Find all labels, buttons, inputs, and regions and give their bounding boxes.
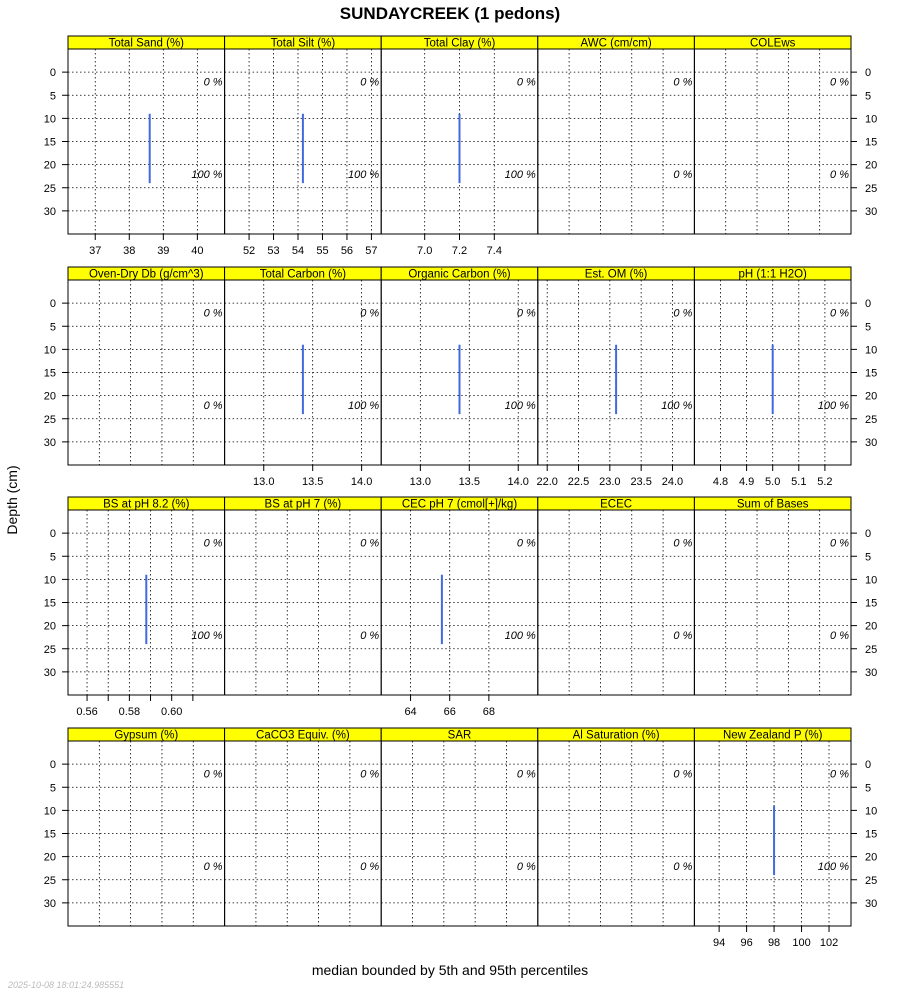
x-tick-label: 13.5 <box>301 476 324 488</box>
x-tick-label: 54 <box>291 245 305 257</box>
y-tick-label: 10 <box>865 805 878 818</box>
y-tick-label: 0 <box>49 759 56 772</box>
x-tick-label: 7.4 <box>486 245 502 257</box>
strip-label-bs-at-ph-7: BS at pH 7 (%) <box>264 498 342 511</box>
y-tick-label: 25 <box>865 182 878 195</box>
y-tick-label: 0 <box>49 67 56 80</box>
y-tick-label: 20 <box>43 159 56 172</box>
panel-bs-at-ph-7 <box>225 497 382 695</box>
pct-bottom-label: 100 % <box>661 399 693 412</box>
y-axis-label: Depth (cm) <box>4 465 20 535</box>
panel-sum-of-bases <box>694 497 877 695</box>
panel-bs-at-ph-8-2 <box>44 497 225 718</box>
panel-ph-1-1-h2o <box>694 267 877 488</box>
y-tick-label: 5 <box>865 90 872 103</box>
x-tick-label: 7.2 <box>451 245 468 257</box>
x-tick-label: 0.58 <box>118 706 141 718</box>
pct-top-label: 0 % <box>830 768 849 781</box>
strip-label-gypsum: Gypsum (%) <box>114 729 179 742</box>
y-tick-label: 25 <box>865 874 878 887</box>
y-tick-label: 25 <box>865 643 878 656</box>
x-tick-label: 40 <box>191 245 204 257</box>
y-tick-label: 30 <box>865 897 878 910</box>
panel-gypsum <box>44 728 225 926</box>
panel-total-carbon <box>225 267 382 488</box>
y-tick-label: 20 <box>43 851 56 864</box>
x-tick-label: 0.56 <box>76 706 98 718</box>
pct-top-label: 0 % <box>360 537 380 550</box>
strip-label-sum-of-bases: Sum of Bases <box>736 498 809 511</box>
x-tick-label: 94 <box>713 937 726 949</box>
pct-top-label: 0 % <box>516 768 536 781</box>
y-tick-label: 10 <box>43 113 56 126</box>
x-tick-label: 5.0 <box>765 476 781 488</box>
pct-top-label: 0 % <box>203 768 223 781</box>
pct-bottom-label: 100 % <box>504 168 536 181</box>
strip-label-oven-dry-db-g-cm-3: Oven-Dry Db (g/cm^3) <box>88 268 204 281</box>
pct-top-label: 0 % <box>516 307 536 320</box>
strip-label-total-carbon: Total Carbon (%) <box>259 268 347 281</box>
x-tick-label: 98 <box>767 937 781 949</box>
pct-bottom-label: 0 % <box>673 168 693 181</box>
x-tick-label: 39 <box>157 245 170 257</box>
strip-label-cec-ph-7-cmol-kg: CEC pH 7 (cmol[+]/kg) <box>401 498 518 511</box>
y-tick-label: 10 <box>865 344 878 357</box>
y-tick-label: 30 <box>43 205 56 218</box>
pct-bottom-label: 0 % <box>203 399 223 412</box>
y-tick-label: 25 <box>865 413 878 426</box>
strip-label-total-silt: Total Silt (%) <box>270 37 336 50</box>
y-tick-label: 15 <box>43 828 56 841</box>
y-tick-label: 20 <box>865 390 878 403</box>
y-tick-label: 5 <box>49 90 56 103</box>
x-tick-label: 22.0 <box>536 476 558 488</box>
pct-bottom-label: 0 % <box>673 629 693 642</box>
pct-top-label: 0 % <box>203 76 223 89</box>
panel-total-clay <box>381 36 538 257</box>
x-tick-label: 57 <box>365 245 378 257</box>
x-tick-label: 52 <box>242 245 256 257</box>
panel-colews <box>694 36 877 234</box>
y-tick-label: 10 <box>865 574 878 587</box>
y-tick-label: 15 <box>43 597 56 610</box>
panel-est-om <box>536 267 694 488</box>
panel-caco3-equiv <box>225 728 382 926</box>
x-tick-label: 23.0 <box>599 476 621 488</box>
y-tick-label: 30 <box>43 897 56 910</box>
y-tick-label: 5 <box>49 782 56 795</box>
x-tick-label: 100 <box>792 937 811 949</box>
x-tick-label: 13.0 <box>253 476 275 488</box>
x-tick-label: 66 <box>443 706 456 718</box>
x-tick-label: 14.0 <box>507 476 529 488</box>
pct-bottom-label: 0 % <box>830 168 849 181</box>
y-tick-label: 30 <box>43 436 56 449</box>
strip-label-al-saturation: Al Saturation (%) <box>572 729 660 742</box>
x-tick-label: 56 <box>340 245 354 257</box>
y-tick-label: 15 <box>43 136 56 149</box>
pct-bottom-label: 0 % <box>673 860 693 873</box>
x-axis-caption: median bounded by 5th and 95th percentiles <box>311 962 589 978</box>
x-tick-label: 64 <box>404 706 417 718</box>
y-tick-label: 0 <box>49 528 56 541</box>
pct-top-label: 0 % <box>203 537 223 550</box>
strip-label-colews: COLEws <box>750 37 796 50</box>
x-tick-label: 96 <box>740 937 753 949</box>
pct-top-label: 0 % <box>830 307 849 320</box>
pct-top-label: 0 % <box>203 307 223 320</box>
strip-label-ecec: ECEC <box>600 498 633 511</box>
strip-label-caco3-equiv: CaCO3 Equiv. (%) <box>256 729 350 742</box>
strip-label-est-om: Est. OM (%) <box>584 268 648 281</box>
pct-bottom-label: 0 % <box>360 860 380 873</box>
panel-awc-cm-cm <box>538 36 695 234</box>
x-tick-label: 4.8 <box>712 476 729 488</box>
panel-organic-carbon <box>381 267 538 488</box>
x-tick-label: 5.1 <box>791 476 807 488</box>
pct-bottom-label: 0 % <box>830 629 849 642</box>
y-tick-label: 0 <box>865 528 872 541</box>
pct-bottom-label: 100 % <box>817 399 849 412</box>
y-tick-label: 15 <box>43 367 56 380</box>
y-tick-label: 25 <box>43 413 56 426</box>
y-tick-label: 15 <box>865 597 878 610</box>
y-tick-label: 5 <box>49 551 56 564</box>
x-tick-label: 7.0 <box>417 245 433 257</box>
y-tick-label: 5 <box>865 321 872 334</box>
y-tick-label: 25 <box>43 643 56 656</box>
pct-bottom-label: 100 % <box>191 629 223 642</box>
panel-cec-ph-7-cmol-kg <box>381 497 538 718</box>
pct-bottom-label: 100 % <box>191 168 223 181</box>
panel-sar <box>381 728 538 926</box>
pct-top-label: 0 % <box>673 307 693 320</box>
pct-bottom-label: 0 % <box>360 629 380 642</box>
y-tick-label: 0 <box>865 759 872 772</box>
timestamp: 2025-10-08 18:01:24.985551 <box>8 980 125 990</box>
y-tick-label: 30 <box>865 205 878 218</box>
y-tick-label: 25 <box>43 182 56 195</box>
pct-top-label: 0 % <box>830 537 849 550</box>
pct-bottom-label: 100 % <box>347 399 380 412</box>
y-tick-label: 20 <box>43 620 56 633</box>
panel-total-sand <box>44 36 225 257</box>
pct-top-label: 0 % <box>830 76 849 89</box>
chart-title: SUNDAYCREEK (1 pedons) <box>339 4 561 23</box>
strip-label-awc-cm-cm: AWC (cm/cm) <box>580 37 652 50</box>
y-tick-label: 15 <box>865 136 878 149</box>
pct-top-label: 0 % <box>516 76 536 89</box>
panel-new-zealand-p <box>694 728 877 949</box>
x-tick-label: 38 <box>123 245 136 257</box>
y-tick-label: 10 <box>43 344 56 357</box>
y-tick-label: 0 <box>865 298 872 311</box>
y-tick-label: 10 <box>43 574 56 587</box>
pct-top-label: 0 % <box>673 768 693 781</box>
panel-oven-dry-db-g-cm-3 <box>44 267 225 465</box>
y-tick-label: 20 <box>43 390 56 403</box>
pct-bottom-label: 100 % <box>504 399 536 412</box>
strip-label-ph-1-1-h2o: pH (1:1 H2O) <box>738 268 807 281</box>
y-tick-label: 20 <box>865 851 878 864</box>
strip-label-new-zealand-p: New Zealand P (%) <box>722 729 823 742</box>
y-tick-label: 15 <box>865 828 878 841</box>
y-tick-label: 30 <box>43 666 56 679</box>
y-tick-label: 10 <box>865 113 878 126</box>
strip-label-bs-at-ph-8-2: BS at pH 8.2 (%) <box>103 498 190 511</box>
x-tick-label: 37 <box>89 245 102 257</box>
y-tick-label: 0 <box>49 298 56 311</box>
x-tick-label: 55 <box>316 245 329 257</box>
panel-total-silt <box>225 36 382 257</box>
pct-top-label: 0 % <box>360 768 380 781</box>
x-tick-label: 5.2 <box>817 476 833 488</box>
pct-top-label: 0 % <box>360 76 380 89</box>
x-tick-label: 22.5 <box>567 476 590 488</box>
x-tick-label: 102 <box>819 937 839 949</box>
y-tick-label: 5 <box>865 782 872 795</box>
x-tick-label: 14.0 <box>350 476 373 488</box>
x-tick-label: 4.9 <box>738 476 755 488</box>
x-tick-label: 24.0 <box>661 476 684 488</box>
pct-top-label: 0 % <box>673 76 693 89</box>
strip-label-total-clay: Total Clay (%) <box>423 37 496 50</box>
x-tick-label: 23.5 <box>630 476 652 488</box>
pct-bottom-label: 100 % <box>504 629 536 642</box>
y-tick-label: 5 <box>49 321 56 334</box>
y-tick-label: 15 <box>865 367 878 380</box>
x-tick-label: 68 <box>482 706 495 718</box>
panel-al-saturation <box>538 728 695 926</box>
pct-top-label: 0 % <box>360 307 380 320</box>
y-tick-label: 30 <box>865 436 878 449</box>
pct-bottom-label: 0 % <box>516 860 536 873</box>
pct-bottom-label: 0 % <box>203 860 223 873</box>
y-tick-label: 5 <box>865 551 872 564</box>
strip-label-total-sand: Total Sand (%) <box>108 37 185 50</box>
y-tick-label: 30 <box>865 666 878 679</box>
pct-bottom-label: 100 % <box>817 860 849 873</box>
x-tick-label: 13.5 <box>458 476 480 488</box>
pct-top-label: 0 % <box>516 537 536 550</box>
y-tick-label: 10 <box>43 805 56 818</box>
x-tick-label: 13.0 <box>409 476 432 488</box>
y-tick-label: 20 <box>865 159 878 172</box>
pct-top-label: 0 % <box>673 537 693 550</box>
x-tick-label: 0.60 <box>160 706 183 718</box>
panel-ecec <box>538 497 695 695</box>
pct-bottom-label: 100 % <box>347 168 380 181</box>
strip-label-organic-carbon: Organic Carbon (%) <box>408 268 511 281</box>
strip-label-sar: SAR <box>447 729 472 742</box>
y-tick-label: 25 <box>43 874 56 887</box>
y-tick-label: 0 <box>865 67 872 80</box>
y-tick-label: 20 <box>865 620 878 633</box>
x-tick-label: 53 <box>267 245 280 257</box>
